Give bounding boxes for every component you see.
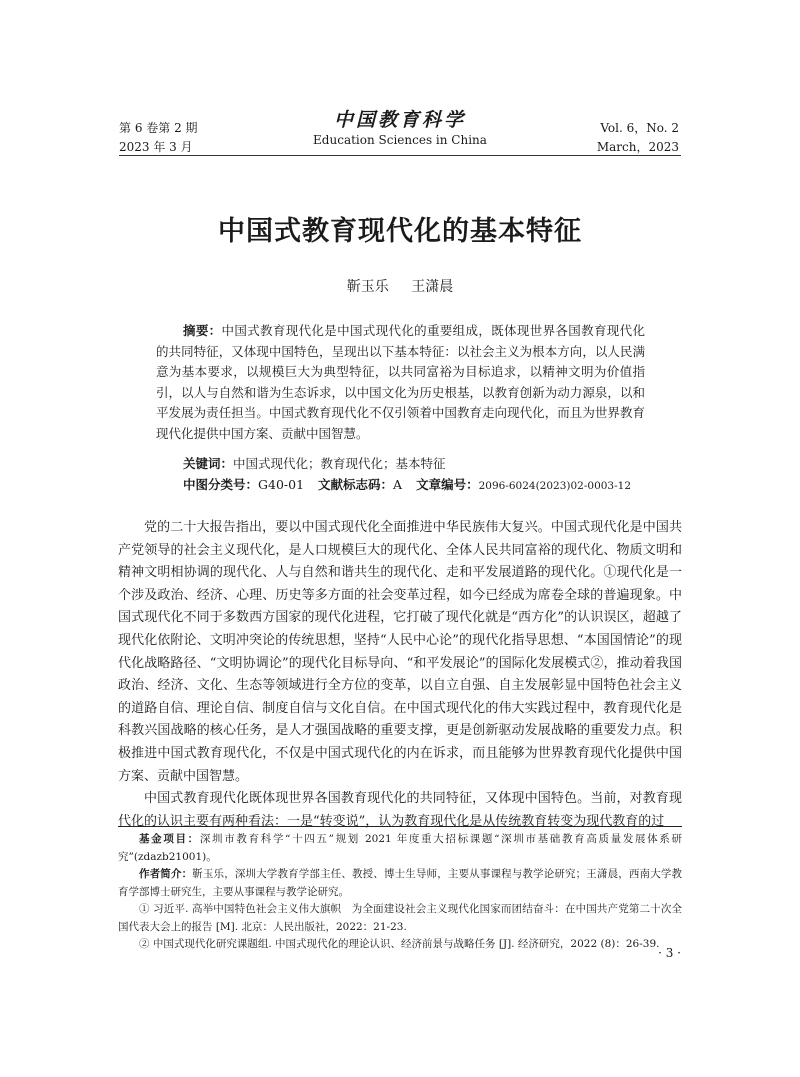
author-name: 王潇晨	[411, 279, 454, 295]
keywords-row	[183, 454, 446, 474]
body-paragraph: 党的二十大报告指出，要以中国式现代化全面推进中华民族伟大复兴。中国式现代化是中国共产党领导的社会主义现代化，是人口规模巨大的现代化、全体人民共同富裕的现代化、物质文明和精神文明相协调的现代化、人与自然和谐共生的现代化、走和平发展道路的现代化。①现代化是一个涉及政治、经济、心理、历史等多方面的社会变革过程，如今已经成为席卷全球的普遍现象。中国式现代化不同于多数西方国家的现代化进程，它打破了现代化就是“西方化”的认识误区，超越了现代化依附论、文明冲突论的传统思想，坚持“人民中心论”的现代化指导思想、“本国国情论”的现代化战略路径、“文明协调论”的现代化目标导向、“和平发展论”的国际化发展模式②，推动着我国政治、经济、文化、生态等领域进行全方位的变革，以自立自强、自主发展彰显中国特色社会主义的道路自信、理论自信、制度自信与文化自信。在中国式现代化的伟大实践过程中，教育现代化是科教兴国战略的核心任务，是人才强国战略的重要支撑，更是创新驱动发展战略的重要发力点。积极推进中国式教育现代化，不仅是中国式现代化的内在诉求，而且能够为世界教育现代化提供中国方案、贡献中国智慧。	[118, 520, 682, 784]
journal-masthead	[0, 108, 800, 149]
footnote-divider	[118, 826, 682, 827]
abstract-label: 摘要：	[183, 323, 222, 338]
keywords-text: 中国式现代化；教育现代化；基本特征	[233, 456, 446, 471]
fund-label: 基金项目：	[139, 833, 200, 845]
volume-issue-english: Vol. 6，No. 2	[600, 121, 679, 135]
issue-date: 2023 年 3 月	[119, 140, 193, 154]
journal-english-name: Education Sciences in China	[313, 133, 487, 147]
volume-issue: 第 6 卷第 2 期	[119, 121, 198, 135]
classification-row	[183, 475, 631, 496]
issue-date-english: March，2023	[596, 140, 679, 154]
fund-text: 深圳市教育科学“十四五”规划 2021 年度重大招标课题“深圳市基础教育高质量发展体系研究”(zdazb21001)。	[118, 833, 683, 863]
author-bio-text: 靳玉乐，深圳大学教育学部主任、教授、博士生导师，主要从事课程与教学论研究；王潇晨，西南大学教育学部博士研究生，主要从事课程与教学论研究。	[118, 868, 682, 898]
author-note	[118, 866, 682, 901]
abstract	[156, 321, 645, 444]
issue-info-english	[597, 119, 679, 157]
article-no-value: 2096-6024(2023)02-0003-12	[478, 480, 632, 492]
doc-code-value: A	[393, 477, 403, 492]
author-bio-label: 作者简介：	[139, 868, 193, 880]
author-name: 靳玉乐	[346, 279, 389, 295]
author-line	[0, 277, 800, 297]
article-no-label: 文章编号：	[416, 477, 479, 492]
body-text	[118, 517, 682, 833]
doc-code-label: 文献标志码：	[318, 477, 394, 492]
reference-1: ① 习近平. 高举中国特色社会主义伟大旗帜 为全面建设社会主义现代化国家而团结奋斗：在中国共产党第二十次全国代表大会上的报告 [M]. 北京：人民出版社，2022：21-23.	[118, 903, 682, 933]
fund-note	[118, 831, 682, 866]
clc-value: G40-01	[258, 477, 305, 492]
reference-2: ② 中国式现代化研究课题组. 中国式现代化的理论认识、经济前景与战略任务 [J]. 经济研究，2022 (8)：26-39.	[139, 938, 660, 950]
journal-logo: 中国教育科学	[333, 109, 466, 131]
abstract-text: 中国式教育现代化是中国式现代化的重要组成，既体现世界各国教育现代化的共同特征，又体现中国特色，呈现出以下基本特征：以社会主义为根本方向，以人民满意为基本要求，以规模巨大为典型特征，以共同富裕为目标追求，以精神文明为价值指引，以人与自然和谐为生态诉求，以中国文化为历史根基，以教育创新为动力源泉，以和平发展为责任担当。中国式教育现代化不仅引领着中国教育走向现代化，而且为世界教育现代化提供中国方案、贡献中国智慧。	[156, 323, 645, 441]
header-divider	[119, 155, 681, 156]
keywords-label: 关键词：	[183, 456, 234, 471]
footnotes	[118, 831, 682, 954]
clc-label: 中图分类号：	[183, 477, 259, 492]
page-number: · 3 ·	[658, 946, 681, 960]
article-title: 中国式教育现代化的基本特征	[218, 216, 582, 247]
body-paragraph: 中国式教育现代化既体现世界各国教育现代化的共同特征，又体现中国特色。当前，对教育现代化的认识主要有两种看法：一是“转变说”，认为教育现代化是从传统教育转变为现代教育的过	[118, 791, 682, 829]
